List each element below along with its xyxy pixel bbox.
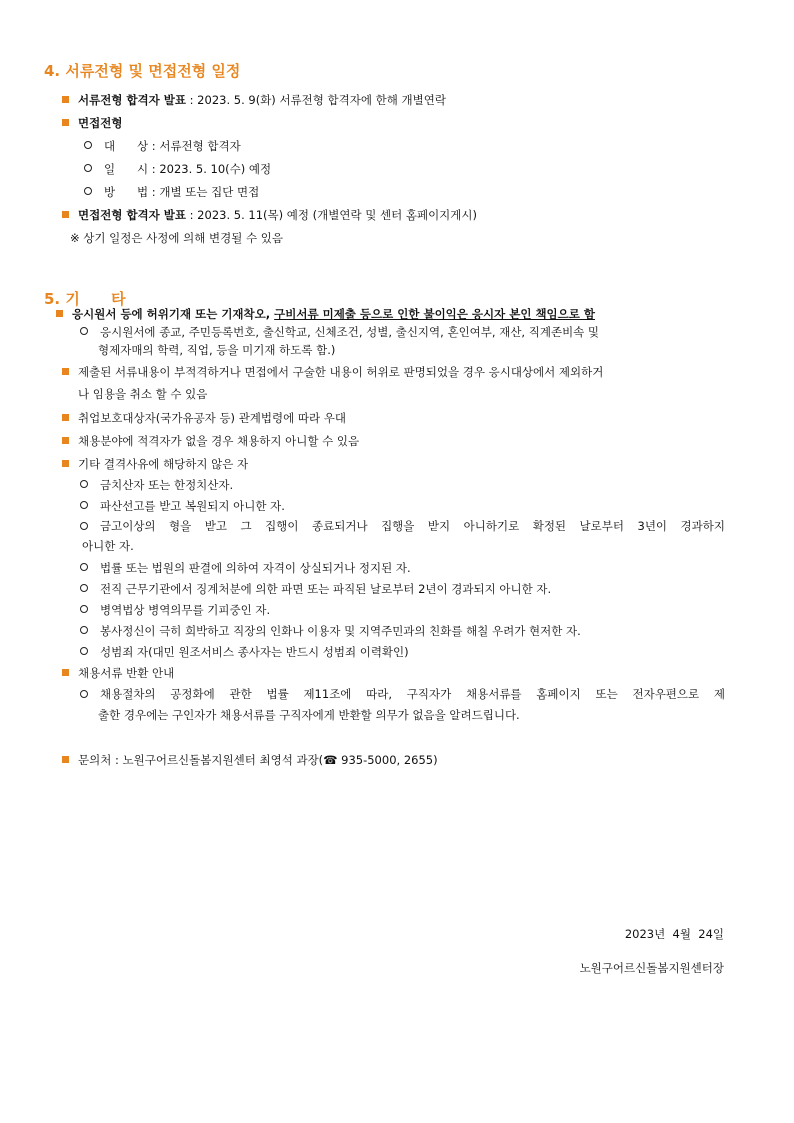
interview-item-key: 방 법 [104,185,149,199]
section5-title: 5. 기 타 [44,290,126,308]
doc-return-text: 채용서류 반환 안내 [78,666,175,680]
disqualification-item-text: 병역법상 병역의무를 기피중인 자. [100,603,271,617]
circle-bullet-icon [84,164,92,172]
doc-return-sub-text1: 채용절차의 공정화에 관한 법률 제11조에 따라, 구직자가 채용서류를 홈페이지 또는 전자우편으로 제 [100,687,725,701]
disqualification-item [80,644,409,660]
square-bullet-icon [62,756,69,763]
bullet-doc-return [62,665,174,681]
interview-item [84,138,241,154]
interview-result-value: : 2023. 5. 11(목) 예정 (개별연락 및 센터 홈페이지게시) [186,208,477,222]
disqualification-text: 기타 결격사유에 해당하지 않은 자 [78,457,249,471]
contact-text: 문의처 : 노원구어르신돌봄지원센터 최영석 과장(☎ 935-5000, 2655) [78,753,438,767]
circle-bullet-icon [80,522,88,530]
square-bullet-icon [62,437,69,444]
disqualification-item [80,602,270,618]
disqualification-item [80,498,285,514]
false-docs-text2: 나 임용을 취소 할 수 있음 [78,387,208,401]
disqualification-item [80,560,411,576]
circle-bullet-icon [84,187,92,195]
square-bullet-icon [62,460,69,467]
square-bullet-icon [62,669,69,676]
disqualification-item-text: 봉사정신이 극히 희박하고 직장의 인화나 이용자 및 지역주민과의 친화를 해칠 우려가 현저한 자. [100,624,581,638]
interview-result-line [62,207,477,223]
circle-bullet-icon [80,605,88,613]
veterans-text: 취업보호대상자(국가유공자 등) 관계법령에 따라 우대 [78,411,346,425]
responsibility-text-2: 구비서류 미제출 등으로 인한 불이익은 응시자 본인 책임으로 함 [274,307,596,321]
footer-date: 2023년 4월 24일 [624,927,724,941]
disqualification-item-continued: 아니한 자. [82,539,134,553]
circle-bullet-icon [80,626,88,634]
responsibility-text-1: 응시원서 등에 허위기재 또는 기재착오, [72,307,275,321]
square-bullet-icon [62,414,69,421]
responsibility-sub-line1 [80,324,599,340]
interview-item [84,184,259,200]
circle-bullet-icon [80,480,88,488]
interview-item-key: 대 상 [104,139,149,153]
bullet-disqualification [62,456,248,472]
square-bullet-icon [62,96,69,103]
disqualification-item-text: 금치산자 또는 한정치산자. [100,478,234,492]
responsibility-sub-line2: 형제자매의 학력, 직업, 등을 미기재 하도록 함.) [98,343,336,357]
no-hire-text: 채용분야에 적격자가 없을 경우 채용하지 아니할 수 있음 [78,434,360,448]
schedule-note: ※ 상기 일정은 사정에 의해 변경될 수 있음 [70,231,283,245]
interview-result-label: 면접전형 합격자 발표 [78,208,186,222]
square-bullet-icon [62,119,69,126]
circle-bullet-icon [80,563,88,571]
interview-item-key: 일 시 [104,162,149,176]
contact-line [62,752,438,768]
bullet-false-docs [62,364,603,380]
bullet-veterans [62,410,346,426]
responsibility-sub-text1: 응시원서에 종교, 주민등록번호, 출신학교, 신체조건, 성별, 출신지역, 혼인여부, 재산, 직계존비속 및 [100,325,600,339]
circle-bullet-icon [80,327,88,335]
interview-item [84,161,271,177]
bullet-responsibility [56,306,595,322]
bullet-no-hire [62,433,359,449]
disqualification-item-text: 성범죄 자(대민 원조서비스 종사자는 반드시 성범죄 이력확인) [100,645,409,659]
footer-org: 노원구어르신돌봄지원센터장 [579,961,724,975]
doc-return-sub-line1 [80,686,725,702]
circle-bullet-icon [84,141,92,149]
disqualification-item [80,581,551,597]
square-bullet-icon [62,211,69,218]
section4-title: 4. 서류전형 및 면접전형 일정 [44,62,241,80]
false-docs-text1: 제출된 서류내용이 부적격하거나 면접에서 구술한 내용이 허위로 판명되었을 경우 응시대상에서 제외하거 [78,365,604,379]
circle-bullet-icon [80,584,88,592]
doc-return-sub-text2: 출한 경우에는 구인자가 채용서류를 구직자에게 반환할 의무가 없음을 알려드립니다. [98,708,520,722]
interview-label-line [62,115,122,131]
disqualification-item-text: 전직 근무기관에서 징계처분에 의한 파면 또는 파직된 날로부터 2년이 경과되지 아니한 자. [100,582,552,596]
disqualification-item-text: 법률 또는 법원의 판결에 의하여 자격이 상실되거나 정지된 자. [100,561,411,575]
disqualification-item [80,518,725,534]
doc-result-value: : 2023. 5. 9(화) 서류전형 합격자에 한해 개별연락 [186,93,446,107]
circle-bullet-icon [80,647,88,655]
disqualification-item [80,623,581,639]
doc-result-label: 서류전형 합격자 발표 [78,93,186,107]
doc-result-line [62,92,446,108]
interview-item-value: : 서류전형 합격자 [148,139,241,153]
interview-item-value: : 2023. 5. 10(수) 예정 [148,162,272,176]
disqualification-item-text: 금고이상의 형을 받고 그 집행이 종료되거나 집행을 받지 아니하기로 확정된 날로부터 3년이 경과하지 [100,519,725,533]
circle-bullet-icon [80,690,88,698]
square-bullet-icon [56,310,63,317]
interview-item-value: : 개별 또는 집단 면접 [148,185,260,199]
circle-bullet-icon [80,501,88,509]
square-bullet-icon [62,368,69,375]
disqualification-item [80,477,233,493]
disqualification-item-text: 파산선고를 받고 복원되지 아니한 자. [100,499,285,513]
interview-label: 면접전형 [78,116,123,130]
